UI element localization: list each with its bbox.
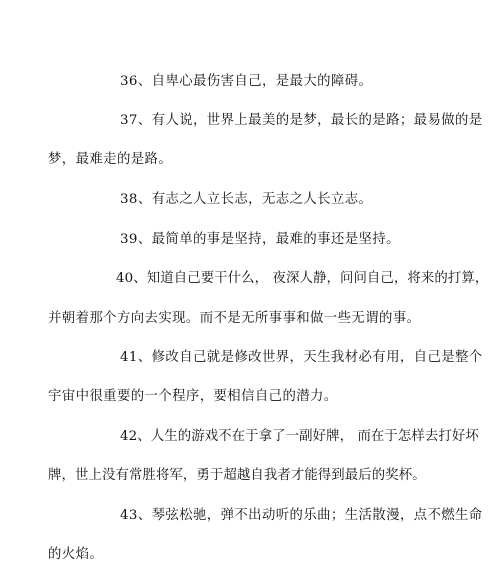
quote-38-line-1: 38、有志之人立长志，无志之人长立志。: [120, 192, 373, 207]
quote-37-line-2: 梦，最难走的是路。: [48, 152, 173, 167]
quote-42-line-1: 42、人生的游戏不在于拿了一副好牌， 而在于怎样去打好坏: [120, 429, 479, 444]
quote-43-line-1: 43、琴弦松驰，弹不出动听的乐曲；生活散漫，点不燃生命: [120, 508, 483, 523]
quote-40-line-2: 并朝着那个方向去实现。而不是无所事事和做一些无谓的事。: [48, 311, 421, 326]
quote-40-line-1: 40、知道自己要干什么， 夜深人静，问问自己，将来的打算，: [116, 271, 489, 286]
quote-36-line-1: 36、自卑心最伤害自己，是最大的障碍。: [120, 74, 373, 89]
quote-41-line-2: 宇宙中很重要的一个程序，要相信自己的潜力。: [48, 389, 338, 404]
quote-37-line-1: 37、有人说，世界上最美的是梦，最长的是路；最易做的是: [120, 113, 483, 128]
quote-41-line-1: 41、修改自己就是修改世界，天生我材必有用，自己是整个: [120, 350, 483, 365]
quote-43-line-2: 的火焰。: [48, 547, 104, 562]
quote-42-line-2: 牌，世上没有常胜将军，勇于超越自我者才能得到最后的奖杯。: [48, 468, 426, 483]
quote-39-line-1: 39、最简单的事是坚持，最难的事还是坚持。: [120, 232, 400, 247]
